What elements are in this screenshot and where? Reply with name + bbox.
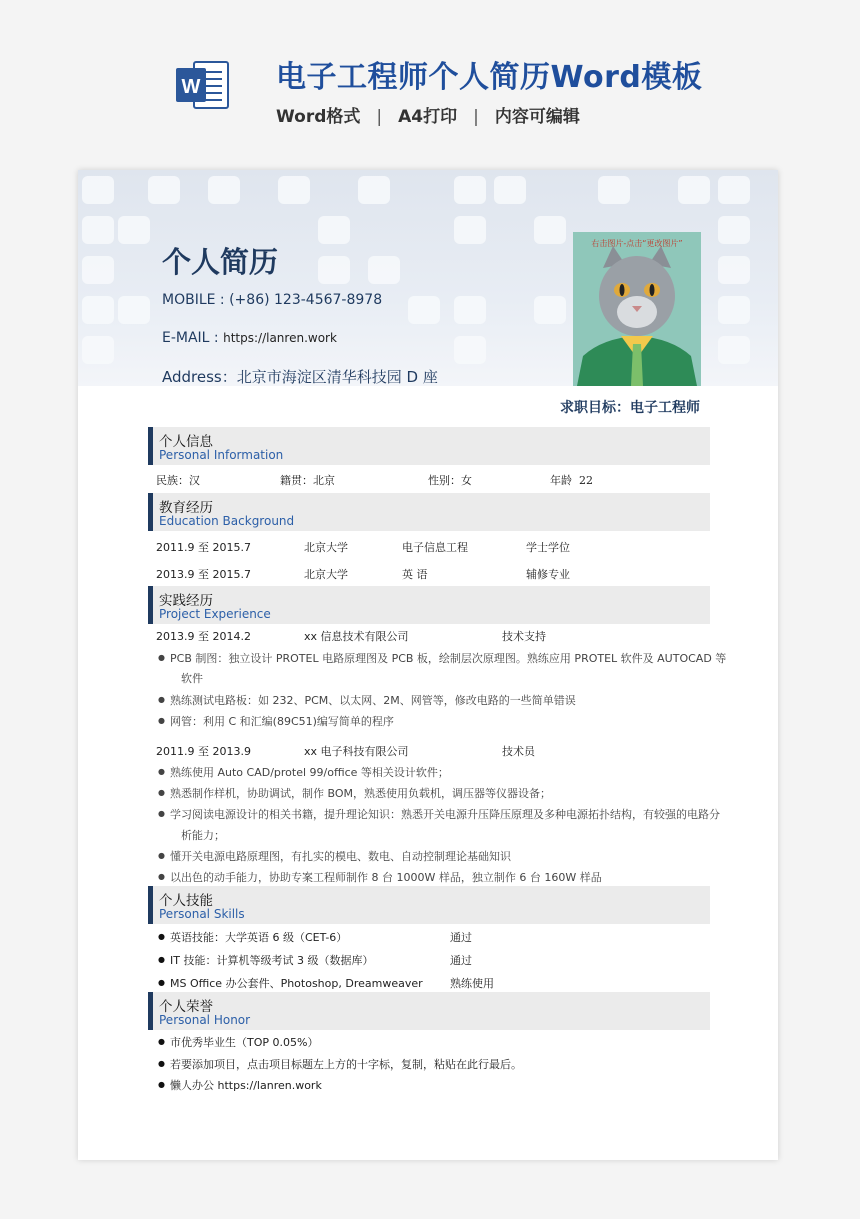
edu-degree: 辅修专业 [526,568,570,581]
section-title-en: Project Experience [159,607,271,621]
edu-school: 北京大学 [304,568,348,581]
banner-title: 电子工程师个人简历Word模板 [276,60,703,95]
job-duty: ● PCB 制图：独立设计 PROTEL 电路原理图及 PCB 板，绘制层次原理图。熟练应用 PROTEL 软件及 AUTOCAD 等 [170,650,726,666]
job-duty: ● 熟练使用 Auto CAD/protel 99/office 等相关设计软件； [170,764,449,780]
section-title-cn: 个人荣誉 [159,999,213,1015]
honor-item: ● 懒人办公 https://lanren.work [170,1077,322,1093]
feature-word-format: Word格式 [276,107,361,127]
profile-photo[interactable] [573,232,701,386]
skill-item: ● 英语技能：大学英语 6 级（CET-6） [170,929,347,945]
edu-degree: 学士学位 [526,541,570,554]
job-role: 技术员 [502,745,535,758]
svg-text:W: W [181,76,201,98]
resume-page [78,170,778,1160]
section-title-en: Personal Skills [159,907,245,921]
contact-mobile: MOBILE : (+86) 123-4567-8978 [162,292,383,308]
edu-period: 2011.9 至 2015.7 [156,541,251,554]
job-goal: 求职目标：电子工程师 [560,400,700,416]
feature-a4-print: A4打印 [398,107,458,127]
job-duty-continued: 析能力； [181,829,225,842]
edu-major: 英 语 [402,568,428,581]
job-duty: ● 以出色的动手能力，协助专案工程师制作 8 台 1000W 样品，独立制作 6 台 160W 样品 [170,869,602,885]
job-duty-continued: 软件 [181,672,203,685]
skill-level: 通过 [450,954,472,967]
job-duty: ● 学习阅读电源设计的相关书籍，提升理论知识：熟悉开关电源升压降压原理及多种电源拓扑结构，有较强的电路分 [170,806,720,822]
info-age-value: 22 [579,474,593,487]
skill-level: 熟练使用 [450,977,494,990]
template-banner [0,0,860,150]
feature-editable: 内容可编辑 [494,107,580,127]
section-title-en: Personal Information [159,448,284,462]
info-age [550,472,593,488]
job-duty: ● 熟练测试电路板：如 232、PCM、以太网、2M、网管等，修改电路的一些简单错误 [170,692,576,708]
photo-caption: 右击图片-点击“更改图片” [591,239,683,248]
cat-portrait-image [573,232,701,386]
info-gender: 性别：女 [428,474,472,487]
section-title-cn: 教育经历 [159,500,213,516]
word-icon [174,60,230,110]
skill-item: ● IT 技能：计算机等级考试 3 级（数据库） [170,952,373,968]
edu-school: 北京大学 [304,541,348,554]
feature-separator: | [376,107,383,127]
email-label: E-MAIL : [162,330,224,346]
job-duty: ● 熟悉制作样机，协助调试，制作 BOM，熟悉使用负载机，调压器等仪器设备； [170,785,551,801]
job-role: 技术支持 [502,630,546,643]
job-company: xx 信息技术有限公司 [304,630,409,643]
skill-item: ● MS Office 办公套件、Photoshop, Dreamweaver [170,975,423,991]
honor-item: ● 若要添加项目，点击项目标题左上方的十字标，复制，粘贴在此行最后。 [170,1056,522,1072]
section-personal-info [148,427,710,465]
info-age-label: 年龄 [550,474,572,487]
section-skills [148,886,710,924]
feature-separator: | [473,107,479,127]
contact-email [162,330,337,346]
banner-features [276,102,580,127]
job-period: 2011.9 至 2013.9 [156,745,251,758]
section-honor [148,992,710,1030]
edu-major: 电子信息工程 [402,541,468,554]
skill-level: 通过 [450,931,472,944]
honor-item: ● 市优秀毕业生（TOP 0.05%） [170,1034,318,1050]
section-experience [148,586,710,624]
section-title-cn: 个人信息 [159,434,213,450]
section-education [148,493,710,531]
job-company: xx 电子科技有限公司 [304,745,409,758]
info-origin: 籍贯：北京 [280,474,335,487]
section-title-cn: 实践经历 [159,593,213,609]
job-duty: ● 懂开关电源电路原理图，有扎实的模电、数电、自动控制理论基础知识 [170,848,511,864]
edu-period: 2013.9 至 2015.7 [156,568,251,581]
info-nation: 民族：汉 [156,474,200,487]
section-title-cn: 个人技能 [159,893,213,909]
section-title-en: Education Background [159,514,295,528]
job-period: 2013.9 至 2014.2 [156,630,251,643]
job-duty: ● 网管：利用 C 和汇编(89C51)编写简单的程序 [170,713,394,729]
section-title-en: Personal Honor [159,1013,251,1027]
contact-address: Address：北京市海淀区清华科技园 D 座 [162,368,438,386]
resume-title: 个人简历 [162,245,279,279]
email-value: https://lanren.work [223,331,337,345]
